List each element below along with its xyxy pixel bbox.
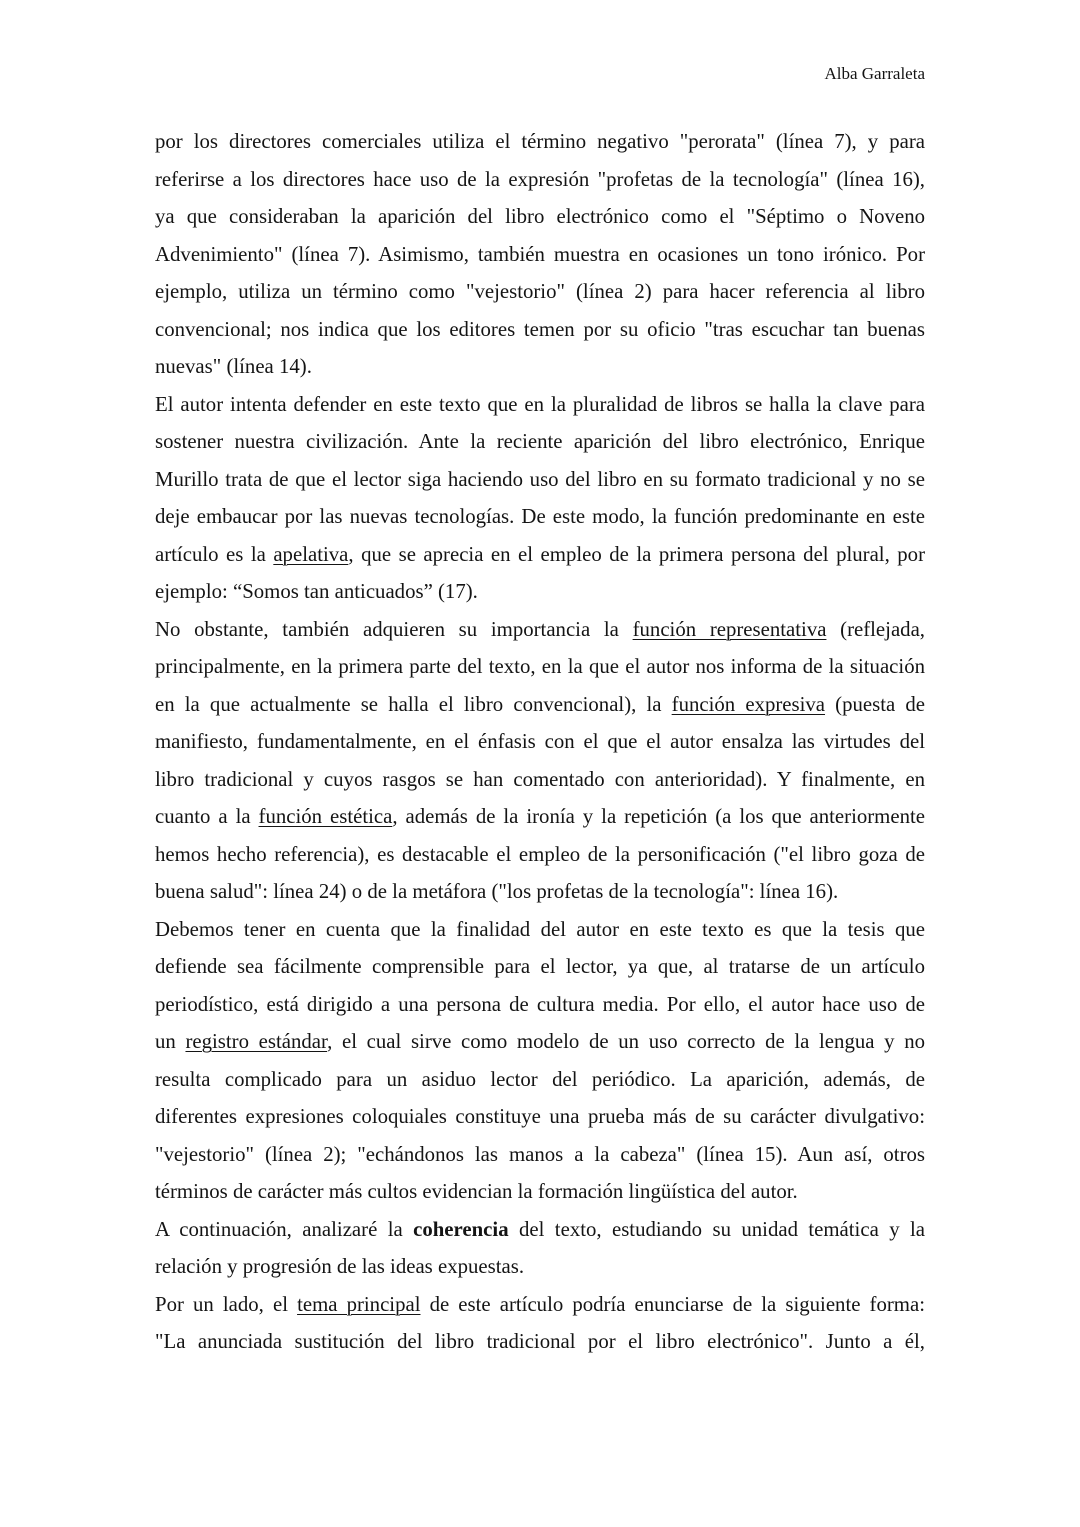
header-author-name: Alba Garraleta (824, 64, 925, 83)
text-line (155, 648, 925, 686)
text-line (155, 686, 925, 724)
text-segment: por los directores comerciales utiliza el término negativo "perorata" (línea 7), y para (155, 130, 925, 153)
text-segment: No obstante, también adquieren su importancia la (155, 617, 633, 641)
paragraph (155, 611, 925, 911)
text-line (155, 1173, 925, 1211)
text-segment: Por un lado, el (155, 1292, 298, 1316)
text-segment: diferentes expresiones coloquiales constituye una prueba más de su carácter divulgativo: (155, 1105, 925, 1128)
text-segment: términos de carácter más cultos evidencian la formación lingüística del autor. (155, 1180, 798, 1203)
text-line (155, 161, 925, 199)
text-segment: ejemplo: “Somos tan anticuados” (17). (155, 580, 478, 603)
text-segment: (puesta de (825, 692, 925, 716)
text-line (155, 836, 925, 874)
text-segment: periodístico, está dirigido a una persona de cultura media. Por ello, el autor hace uso de (155, 992, 925, 1016)
text-line (155, 798, 925, 836)
text-line (155, 1136, 925, 1174)
bold-term: coherencia (413, 1217, 509, 1241)
text-line (155, 761, 925, 799)
text-line (155, 948, 925, 986)
text-segment: ejemplo, utiliza un término como "vejestorio" (línea 2) para hacer referencia al libro (155, 280, 925, 303)
text-segment: Debemos tener en cuenta que la finalidad del autor en este texto es que la tesis que (155, 917, 925, 941)
text-segment: "La anunciada sustitución del libro tradicional por el libro electrónico". Junto a él, (155, 1330, 925, 1353)
text-line (155, 573, 925, 611)
text-segment: (reflejada, (826, 617, 926, 641)
text-line (155, 1323, 925, 1361)
text-segment: , además de la ironía y la repetición (a los que anteriormente (392, 805, 925, 828)
text-segment: deje embaucar por las nuevas tecnologías. De este modo, la función predominante en este (155, 505, 925, 528)
text-line (155, 536, 925, 574)
text-line (155, 611, 925, 649)
text-line (155, 461, 925, 499)
text-line (155, 1286, 925, 1324)
text-segment: relación y progresión de las ideas expuestas. (155, 1255, 525, 1278)
text-segment: resulta complicado para un asiduo lector del periódico. La aparición, además, de (155, 1067, 925, 1091)
text-line (155, 1098, 925, 1136)
paragraph (155, 1286, 925, 1361)
paragraph (155, 386, 925, 611)
underlined-term: función expresiva (671, 692, 826, 716)
text-line (155, 986, 925, 1024)
text-line (155, 1248, 925, 1286)
paragraph (155, 1211, 925, 1286)
text-segment: El autor intenta defender en este texto que en la pluralidad de libros se halla la clave para (155, 392, 925, 416)
text-segment: , el cual sirve como modelo de un uso correcto de la lengua y no (327, 1030, 925, 1053)
text-segment: Advenimiento" (línea 7). Asimismo, también muestra en ocasiones un tono irónico. Por (155, 242, 925, 266)
text-line (155, 386, 925, 424)
body-text (155, 123, 925, 1361)
underlined-term: tema principal (297, 1292, 421, 1316)
text-segment: , que se aprecia en el empleo de la primera persona del plural, por (348, 542, 925, 566)
text-segment: ya que consideraban la aparición del libro electrónico como el "Séptimo o Noveno (155, 205, 925, 228)
text-line (155, 123, 925, 161)
text-line (155, 423, 925, 461)
text-line (155, 1061, 925, 1099)
underlined-term: registro estándar (185, 1030, 328, 1053)
text-segment: en la que actualmente se halla el libro convencional), la (155, 692, 672, 716)
text-segment: de este artículo podría enunciarse de la siguiente forma: (420, 1292, 925, 1316)
text-line (155, 911, 925, 949)
text-segment: Murillo trata de que el lector siga haciendo uso del libro en su formato tradicional y no se (155, 467, 925, 491)
paragraph (155, 911, 925, 1211)
text-line (155, 873, 925, 911)
text-line (155, 1023, 925, 1061)
text-line (155, 498, 925, 536)
text-line (155, 273, 925, 311)
text-segment: libro tradicional y cuyos rasgos se han comentado con anterioridad). Y finalmente, en (155, 767, 925, 791)
text-segment: convencional; nos indica que los editores temen por su oficio "tras escuchar tan buenas (155, 317, 925, 341)
text-segment: del texto, estudiando su unidad temática y la (508, 1217, 925, 1241)
text-segment: un (155, 1030, 186, 1053)
underlined-term: función representativa (632, 617, 827, 641)
underlined-term: función estética (258, 805, 393, 828)
text-line (155, 311, 925, 349)
paragraph (155, 123, 925, 386)
text-segment: sostener nuestra civilización. Ante la reciente aparición del libro electrónico, Enrique (155, 430, 925, 453)
text-segment: "vejestorio" (línea 2); "echándonos las manos a la cabeza" (línea 15). Aun así, otros (155, 1142, 925, 1166)
text-segment: artículo es la (155, 542, 274, 566)
text-segment: hemos hecho referencia), es destacable el empleo de la personificación ("el libro goza de (155, 842, 925, 866)
text-segment: buena salud": línea 24) o de la metáfora ("los profetas de la tecnología": línea 16). (155, 880, 839, 903)
text-line (155, 723, 925, 761)
text-segment: nuevas" (línea 14). (155, 355, 312, 378)
text-segment: cuanto a la (155, 805, 259, 828)
text-line (155, 1211, 925, 1249)
text-line (155, 198, 925, 236)
text-segment: manifiesto, fundamentalmente, en el énfasis con el que el autor ensalza las virtudes del (155, 730, 925, 753)
underlined-term: apelativa (273, 542, 349, 566)
text-segment: defiende sea fácilmente comprensible para el lector, ya que, al tratarse de un artículo (155, 955, 925, 978)
text-segment: A continuación, analizaré la (155, 1217, 414, 1241)
text-segment: principalmente, en la primera parte del texto, en la que el autor nos informa de la situación (155, 655, 925, 678)
text-segment: referirse a los directores hace uso de la expresión "profetas de la tecnología" (línea 16), (155, 167, 925, 191)
text-line (155, 348, 925, 386)
text-line (155, 236, 925, 274)
